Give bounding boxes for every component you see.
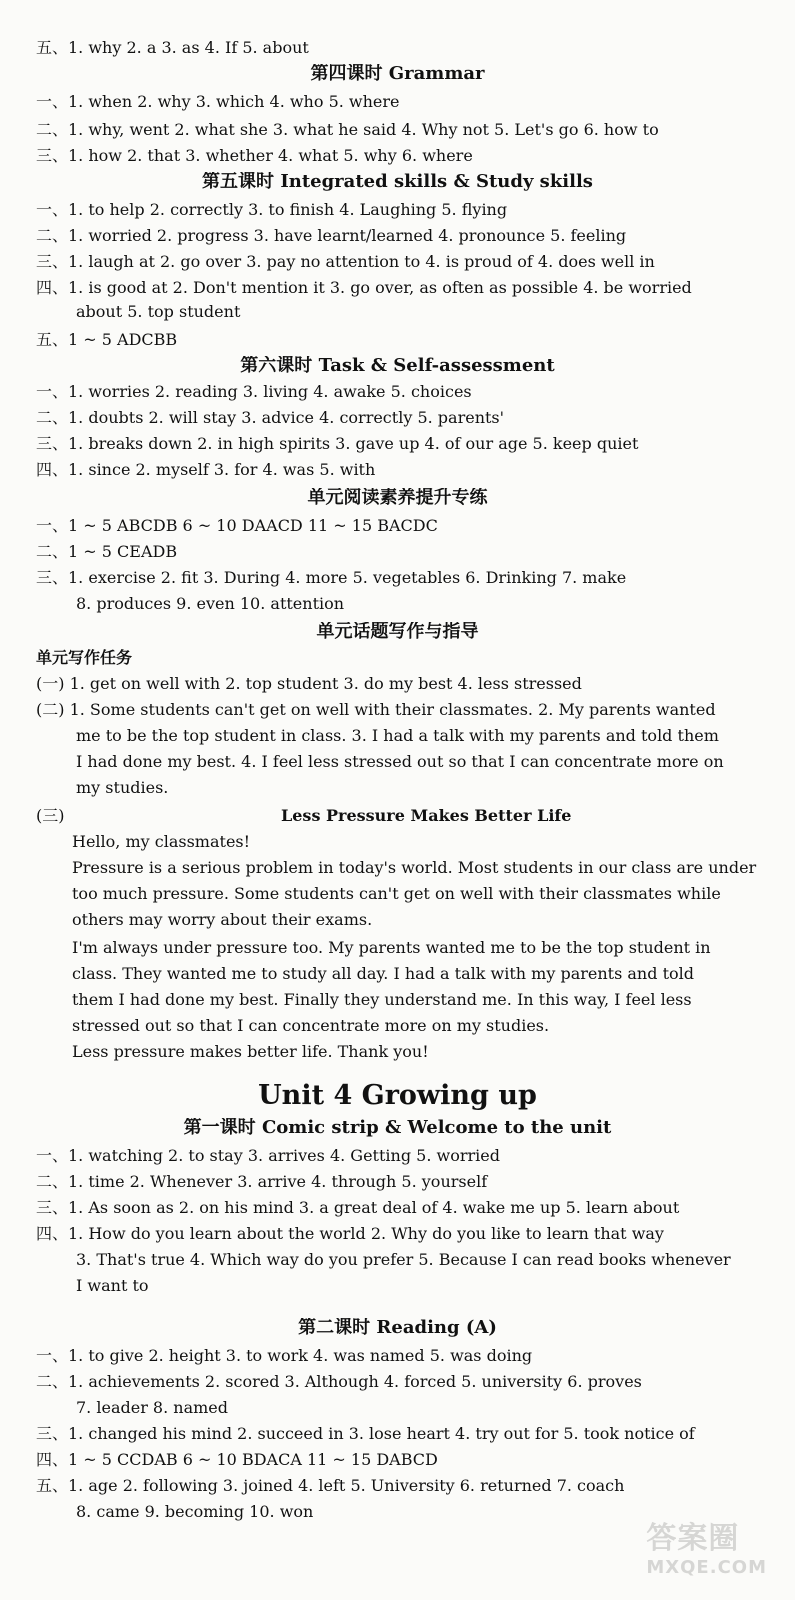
answer-line: (一) 1. get on well with 2. top student 3. do my best 4. less stressed (36, 674, 582, 693)
answer-line: 二、1. doubts 2. will stay 3. advice 4. correctly 5. parents' (36, 408, 505, 427)
answer-line: (二) 1. Some students can't get on well with their classmates. 2. My parents wanted (36, 700, 716, 719)
watermark-text: 答案圈 (646, 1521, 740, 1556)
answer-line: 五、1. age 2. following 3. joined 4. left 5. University 6. returned 7. coach (36, 1476, 625, 1495)
section-heading: 第一课时 Comic strip & Welcome to the unit (183, 1118, 612, 1138)
watermark-url: MXQE.COM (646, 1557, 767, 1578)
answer-line: me to be the top student in class. 3. I had a talk with my parents and told them (76, 726, 719, 745)
answer-line: 一、1. to help 2. correctly 3. to finish 4. Laughing 5. flying (36, 200, 508, 219)
answer-line: 二、1 ~ 5 CEADB (36, 542, 178, 561)
answer-line: 一、1 ~ 5 ABCDB 6 ~ 10 DAACD 11 ~ 15 BACDC (36, 516, 438, 535)
answer-line: 一、1. worries 2. reading 3. living 4. awake 5. choices (36, 382, 472, 401)
answer-line: too much pressure. Some students can't get on well with their classmates while (72, 884, 721, 903)
answer-line: 三、1. exercise 2. fit 3. During 4. more 5. vegetables 6. Drinking 7. make (36, 568, 627, 587)
answer-line: 一、1. watching 2. to stay 3. arrives 4. Getting 5. worried (36, 1146, 500, 1165)
answer-line: 四、1. How do you learn about the world 2. Why do you like to learn that way (36, 1224, 664, 1243)
watermark-logo (646, 1513, 767, 1578)
section-heading: 第二课时 Reading (A) (298, 1318, 497, 1338)
unit-title: Unit 4 Growing up (258, 1080, 537, 1111)
section-heading: 单元阅读素养提升专练 (307, 488, 488, 508)
answer-line: 8. came 9. becoming 10. won (76, 1502, 314, 1521)
answer-line: about 5. top student (76, 302, 241, 321)
answer-line: I had done my best. 4. I feel less stressed out so that I can concentrate more on (76, 752, 724, 771)
section-heading: 第五课时 Integrated skills & Study skills (202, 172, 593, 192)
section-three-label: (三) (36, 806, 65, 825)
answer-line: 三、1. As soon as 2. on his mind 3. a great deal of 4. wake me up 5. learn about (36, 1198, 680, 1217)
section-heading: 单元话题写作与指导 (316, 622, 479, 642)
answer-line: Less pressure makes better life. Thank you! (72, 1042, 429, 1061)
answer-line: 四、1 ~ 5 CCDAB 6 ~ 10 BDACA 11 ~ 15 DABCD (36, 1450, 438, 1469)
answer-line: my studies. (76, 778, 169, 797)
answer-line: 三、1. changed his mind 2. succeed in 3. lose heart 4. try out for 5. took notice of (36, 1424, 695, 1443)
answer-line: 二、1. achievements 2. scored 3. Although 4. forced 5. university 6. proves (36, 1372, 642, 1391)
answer-line: stressed out so that I can concentrate more on my studies. (72, 1016, 550, 1035)
answer-line: 三、1. breaks down 2. in high spirits 3. gave up 4. of our age 5. keep quiet (36, 434, 639, 453)
answer-line: 三、1. laugh at 2. go over 3. pay no attention to 4. is proud of 4. does well in (36, 252, 655, 271)
answer-line: 3. That's true 4. Which way do you prefer 5. Because I can read books whenever (76, 1250, 731, 1269)
answer-line: 二、1. why, went 2. what she 3. what he said 4. Why not 5. Let's go 6. how to (36, 120, 659, 139)
answer-line: 二、1. worried 2. progress 3. have learnt/learned 4. pronounce 5. feeling (36, 226, 627, 245)
answer-line: them I had done my best. Finally they understand me. In this way, I feel less (72, 990, 692, 1009)
essay-title: Less Pressure Makes Better Life (281, 806, 572, 825)
answer-line: class. They wanted me to study all day. I had a talk with my parents and told (72, 964, 694, 983)
answer-line: 一、1. when 2. why 3. which 4. who 5. where (36, 92, 400, 111)
answer-line: Pressure is a serious problem in today's world. Most students in our class are under (72, 858, 757, 877)
answer-line: 五、1. why 2. a 3. as 4. If 5. about (36, 38, 309, 57)
answer-line: 7. leader 8. named (76, 1398, 228, 1417)
section-heading: 第六课时 Task & Self-assessment (240, 356, 555, 376)
answer-line: 单元写作任务 (36, 648, 133, 667)
answer-line: others may worry about their exams. (72, 910, 373, 929)
answer-line: 一、1. to give 2. height 3. to work 4. was named 5. was doing (36, 1346, 533, 1365)
answer-line: 二、1. time 2. Whenever 3. arrive 4. through 5. yourself (36, 1172, 488, 1191)
answer-line: 五、1 ~ 5 ADCBB (36, 330, 178, 349)
essay-header-row (36, 806, 781, 826)
answer-line: 8. produces 9. even 10. attention (76, 594, 345, 613)
answer-line: Hello, my classmates! (72, 832, 251, 851)
answer-line: 四、1. is good at 2. Don't mention it 3. go over, as often as possible 4. be worried (36, 278, 692, 297)
answer-line: I'm always under pressure too. My parents wanted me to be the top student in (72, 938, 711, 957)
answer-line: 三、1. how 2. that 3. whether 4. what 5. why 6. where (36, 146, 473, 165)
answer-line: 四、1. since 2. myself 3. for 4. was 5. with (36, 460, 376, 479)
answer-line: I want to (76, 1276, 149, 1295)
section-heading: 第四课时 Grammar (310, 64, 485, 84)
